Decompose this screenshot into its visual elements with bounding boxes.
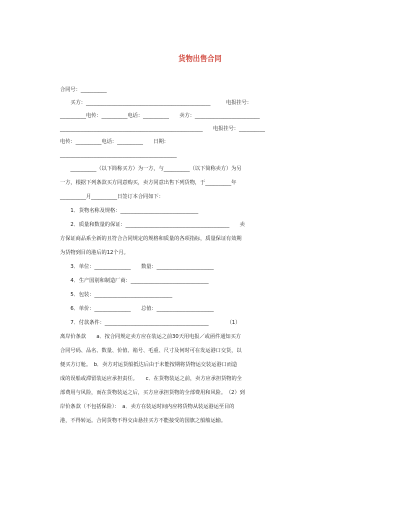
paragraph-line: __________（以下简称买方）为一方，与__________（以下简称卖方）为另 <box>60 166 242 172</box>
clause-5-line: 5．包装：______________________________ <box>60 292 173 298</box>
paragraph-line: 岸价条款（不包括保险）： a．卖方在装运时间内应将货物从装运港运至目的 <box>60 404 235 410</box>
paragraph-line: 部费用与风险，而在货物装运之后，买方应承担货物的全部费用和风险。 （2）到 <box>60 390 245 396</box>
clause-7-line: 7．付款条件：________________________________________ （1） <box>60 320 241 326</box>
blank-line: _____________________________________________ <box>60 152 177 158</box>
paragraph-line: 成的误船或滞留装运应承担责任。 c．在货物装运之前，卖方应承担货物的全 <box>60 376 242 382</box>
buyer-telex-line: __________电传：__________电话：__________ 卖方：_________________________ <box>60 113 260 119</box>
paragraph-line: 合同号码、品名、数量、价值、箱号、毛重、尺寸及何时可在发运港口交货，以 <box>60 348 242 354</box>
paragraph-line: 便买方订舱。 b．卖方对运货船抵达后由于未能按期将货物运交装运港口而造 <box>60 362 238 368</box>
buyer-line: 买方：________________________________________________ 电报挂号： <box>60 100 252 106</box>
clause-1-line: 1．货物名称及规格：______________________________ <box>60 208 199 214</box>
paragraph-line: 港，不得转运。合同货物不得交由悬挂买方不能接受的国旗之船舶运输。 <box>60 418 227 424</box>
document-title: 货物出售合同 <box>178 54 222 63</box>
clause-6-line: 6．单价：______________ 总值：______________________ <box>60 306 214 312</box>
clause-4-line: 4．生产国别和制造厂商：______________________________ <box>60 278 209 284</box>
seller-telex-line: 电传：__________电话：__________ 日期： <box>60 139 169 145</box>
paragraph-line: 为货物到目的港后的12个月。 <box>60 250 129 256</box>
paragraph-line: 方保证商品系全新的且符合合同规定的规格和质量的各项指标，质量保证有效期 <box>60 236 242 242</box>
clause-2-line: 2．质量和数量的保证：________________________________________ 卖 <box>60 222 245 228</box>
paragraph-line: 一方，根据下列条款买方同意购买，卖方同意出售下列货物，于__________年 <box>60 180 237 186</box>
contract-number-line: 合同号：__________ <box>60 87 107 93</box>
clause-3-line: 3．单位：______________ 数量：______________________ <box>60 264 214 270</box>
paragraph-line: __________月__________日签订本合同如下： <box>60 194 164 200</box>
paragraph-line: 离岸价条款 a．按合同规定卖方应在装运之前30天用电报／或函件通知买方 <box>60 334 241 340</box>
seller-line: _______________________________________________________ 电报挂号：__________ <box>60 126 265 132</box>
